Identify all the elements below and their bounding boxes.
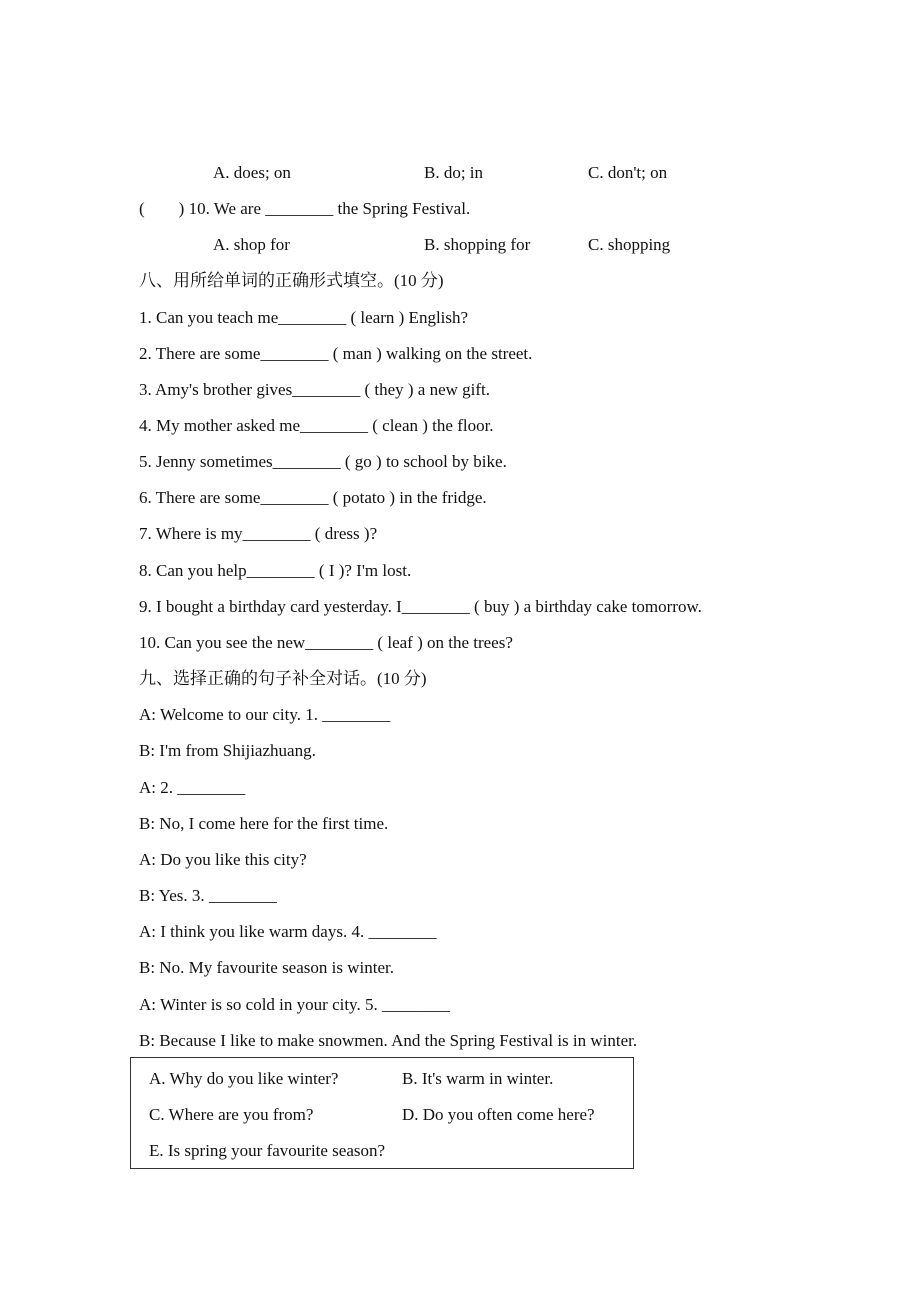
dialogue-line: A: Winter is so cold in your city. 5. ________ xyxy=(139,995,450,1014)
dialogue-line: B: Because I like to make snowmen. And the Spring Festival is in winter. xyxy=(139,1031,638,1050)
dialogue-line: B: No, I come here for the first time. xyxy=(139,814,389,833)
q10-option-b: B. shopping for xyxy=(424,235,531,254)
dialogue-option-b: B. It's warm in winter. xyxy=(402,1069,554,1088)
section8-item: 6. There are some________ ( potato ) in the fridge. xyxy=(139,488,487,507)
section8-title: 八、用所给单词的正确形式填空。(10 分) xyxy=(139,271,444,290)
section8-item: 9. I bought a birthday card yesterday. I________ ( buy ) a birthday cake tomorrow. xyxy=(139,597,702,616)
section8-item: 2. There are some________ ( man ) walking on the street. xyxy=(139,344,533,363)
dialogue-line: A: Do you like this city? xyxy=(139,850,307,869)
q10-stem: 10. We are ________ the Spring Festival. xyxy=(188,199,471,218)
q9-option-b: B. do; in xyxy=(424,163,484,182)
section8-item: 4. My mother asked me________ ( clean ) the floor. xyxy=(139,416,494,435)
q10-option-c: C. shopping xyxy=(588,235,671,254)
section8-item: 8. Can you help________ ( I )? I'm lost. xyxy=(139,561,412,580)
section8-item: 5. Jenny sometimes________ ( go ) to school by bike. xyxy=(139,452,507,471)
dialogue-option-a: A. Why do you like winter? xyxy=(149,1069,339,1088)
dialogue-line: B: Yes. 3. ________ xyxy=(139,886,277,905)
section8-item: 7. Where is my________ ( dress )? xyxy=(139,524,378,543)
dialogue-option-d: D. Do you often come here? xyxy=(402,1105,595,1124)
dialogue-line: A: 2. ________ xyxy=(139,778,246,797)
dialogue-line: B: I'm from Shijiazhuang. xyxy=(139,741,316,760)
q10-line xyxy=(139,198,470,220)
q10-option-a: A. shop for xyxy=(213,235,290,254)
dialogue-line: A: I think you like warm days. 4. ________ xyxy=(139,922,437,941)
answer-parentheses[interactable]: ( ) xyxy=(139,199,185,218)
dialogue-line: A: Welcome to our city. 1. ________ xyxy=(139,705,391,724)
section8-item: 1. Can you teach me________ ( learn ) English? xyxy=(139,308,469,327)
options-box xyxy=(130,1057,634,1169)
dialogue-option-c: C. Where are you from? xyxy=(149,1105,314,1124)
dialogue-line: B: No. My favourite season is winter. xyxy=(139,958,394,977)
q9-option-c: C. don't; on xyxy=(588,163,668,182)
q9-option-a: A. does; on xyxy=(213,163,291,182)
section8-item: 3. Amy's brother gives________ ( they ) a new gift. xyxy=(139,380,491,399)
section9-title: 九、选择正确的句子补全对话。(10 分) xyxy=(139,669,427,688)
dialogue-option-e: E. Is spring your favourite season? xyxy=(149,1141,386,1160)
section8-item: 10. Can you see the new________ ( leaf ) on the trees? xyxy=(139,633,513,652)
